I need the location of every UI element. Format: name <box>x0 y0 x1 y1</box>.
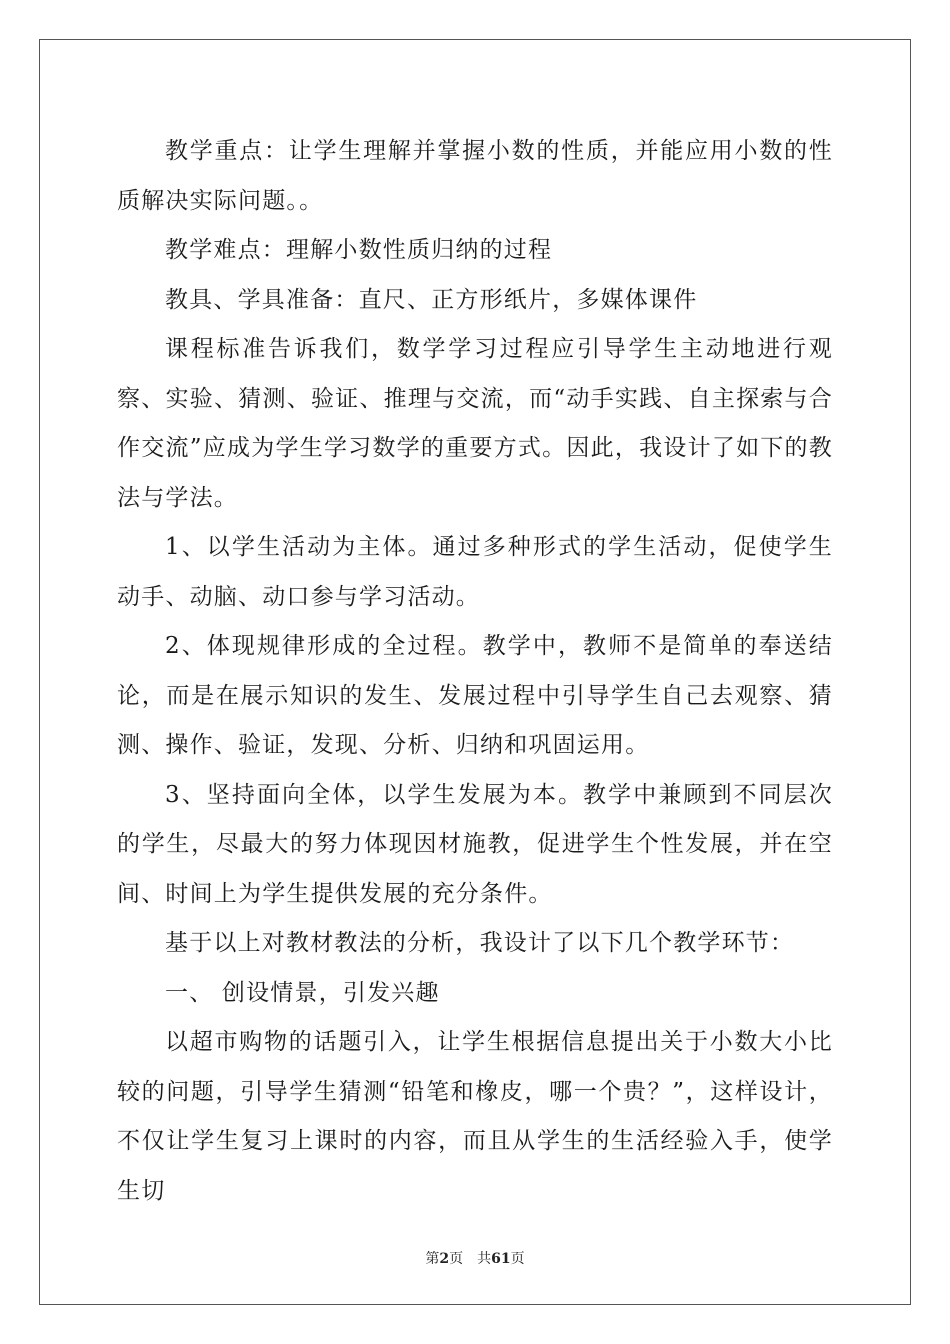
paragraph-point-2: 2、体现规律形成的全过程。教学中，教师不是简单的奉送结论，而是在展示知识的发生、发展过程中引导学生自己去观察、猜测、操作、验证，发现、分析、归纳和巩固运用。 <box>117 633 833 758</box>
paragraph-teaching-steps-intro: 基于以上对教材教法的分析，我设计了以下几个教学环节： <box>165 930 795 956</box>
page-footer <box>0 1248 950 1268</box>
document-body <box>117 127 833 1216</box>
page-label-prefix: 第 <box>425 1251 440 1267</box>
total-page-number: 61 <box>491 1251 511 1267</box>
paragraph-teaching-tools: 教具、学具准备：直尺、正方形纸片，多媒体课件 <box>165 286 698 313</box>
current-page-number: 2 <box>439 1251 450 1267</box>
total-label-prefix: 共 <box>477 1251 492 1267</box>
paragraph-point-3: 3、坚持面向全体，以学生发展为本。教学中兼顾到不同层次的学生，尽最大的努力体现因材施教，促进学生个性发展，并在空间、时间上为学生提供发展的充分条件。 <box>117 781 833 907</box>
section-heading-1: 一、 创设情景，引发兴趣 <box>165 979 440 1006</box>
page-label-suffix: 页 <box>449 1251 464 1267</box>
paragraph-teaching-focus: 教学重点：让学生理解并掌握小数的性质，并能应用小数的性质解决实际问题。。 <box>117 138 833 214</box>
paragraph-scenario-intro: 以超市购物的话题引入，让学生根据信息提出关于小数大小比较的问题，引导学生猜测“铅笔和橡皮，哪一个贵？”，这样设计，不仅让学生复习上课时的内容，而且从学生的生活经验入手，使学生切 <box>117 1029 833 1204</box>
total-label-suffix: 页 <box>510 1251 525 1267</box>
paragraph-curriculum-standard: 课程标准告诉我们，数学学习过程应引导学生主动地进行观察、实验、猜测、验证、推理与交流，而“动手实践、自主探索与合作交流”应成为学生学习数学的重要方式。因此，我设计了如下的教法与学法。 <box>117 336 833 511</box>
paragraph-teaching-difficulty: 教学难点：理解小数性质归纳的过程 <box>165 237 553 263</box>
paragraph-point-1: 1、以学生活动为主体。通过多种形式的学生活动，促使学生动手、动脑、动口参与学习活动。 <box>117 534 833 610</box>
